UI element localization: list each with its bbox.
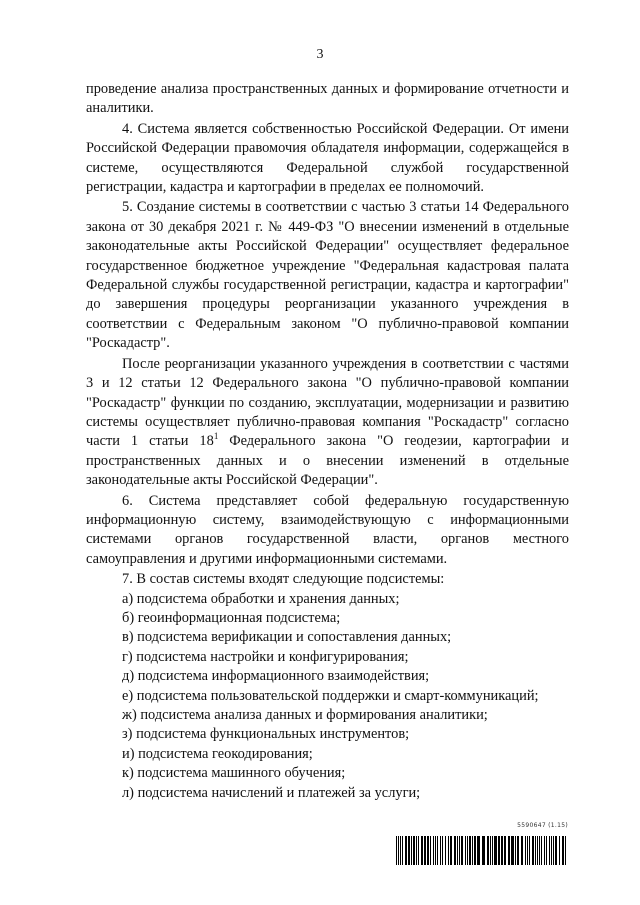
list-item: з) подсистема функциональных инструментов; — [122, 726, 410, 743]
list-item: а) подсистема обработки и хранения данных; — [122, 590, 400, 607]
barcode-label: 5590647 (1.15) — [517, 822, 568, 829]
paragraph-system-description: 6. Система представляет собой федеральную государственную информационную систему, взаимодействующую с информационными системами органов государственной власти, органов местного самоуправления и другими информационными системами. — [86, 492, 569, 567]
list-item: л) подсистема начислений и платежей за услуги; — [122, 784, 421, 801]
list-item: ж) подсистема анализа данных и формирования аналитики; — [122, 707, 488, 723]
list-item: б) геоинформационная подсистема; — [122, 609, 341, 626]
paragraph-subsystems-intro: 7. В состав системы входят следующие подсистемы: — [122, 571, 445, 588]
document-body — [86, 80, 569, 803]
list-item: к) подсистема машинного обучения; — [122, 765, 346, 782]
list-item: и) подсистема геокодирования; — [122, 745, 313, 762]
barcode-image — [396, 836, 566, 865]
list-item: е) подсистема пользовательской поддержки и смарт-коммуникаций; — [122, 687, 539, 704]
paragraph-reorganization — [86, 355, 569, 491]
paragraph-system-creation: 5. Создание системы в соответствии с частью 3 статьи 14 Федерального закона от 30 декабря 2021 г. № 449-ФЗ "О внесении изменений в отдельные законодательные акты Российской Федерации" осуществляет федеральное государственное бюджетное учреждение "Федеральная кадастровая палата Федеральной службы государственной регистрации, кадастра и картографии" до завершения процедуры реорганизации указанного учреждения в соответствии с Федеральным законом "О публично-правовой компании "Роскадастр". — [86, 199, 569, 352]
paragraph-ownership: 4. Система является собственностью Российской Федерации. От имени Российской Федерации правомочия обладателя информации, содержащейся в системе, осуществляются Федеральной службой государственной регистрации, кадастра и картографии в пределах ее полномочий. — [86, 120, 569, 196]
list-item: д) подсистема информационного взаимодействия; — [122, 668, 430, 685]
reorganization-text: После реорганизации указанного учреждения в соответствии с частями 3 и 12 статьи 12 Федерального закона "О публично-правовой компании "Роскадастр" функции по созданию, эксплуатации, модернизации и развитию системы осуществляет публично-правовая компания "Роскадастр" согласно части 1 статьи 18 — [86, 355, 569, 450]
article-superscript: 1 — [213, 431, 219, 442]
list-item: в) подсистема верификации и сопоставления данных; — [122, 629, 452, 646]
page-number: 3 — [316, 47, 324, 62]
list-item: г) подсистема настройки и конфигурирования; — [122, 648, 409, 665]
reorganization-text-end: Федерального закона "О геодезии, картографии и пространственных данных и о внесении изменений в отдельные законодательные акты Российской Федерации". — [86, 433, 569, 489]
subsystem-list — [86, 590, 569, 803]
paragraph-analytics-continuation: проведение анализа пространственных данных и формирование отчетности и аналитики. — [86, 81, 569, 117]
